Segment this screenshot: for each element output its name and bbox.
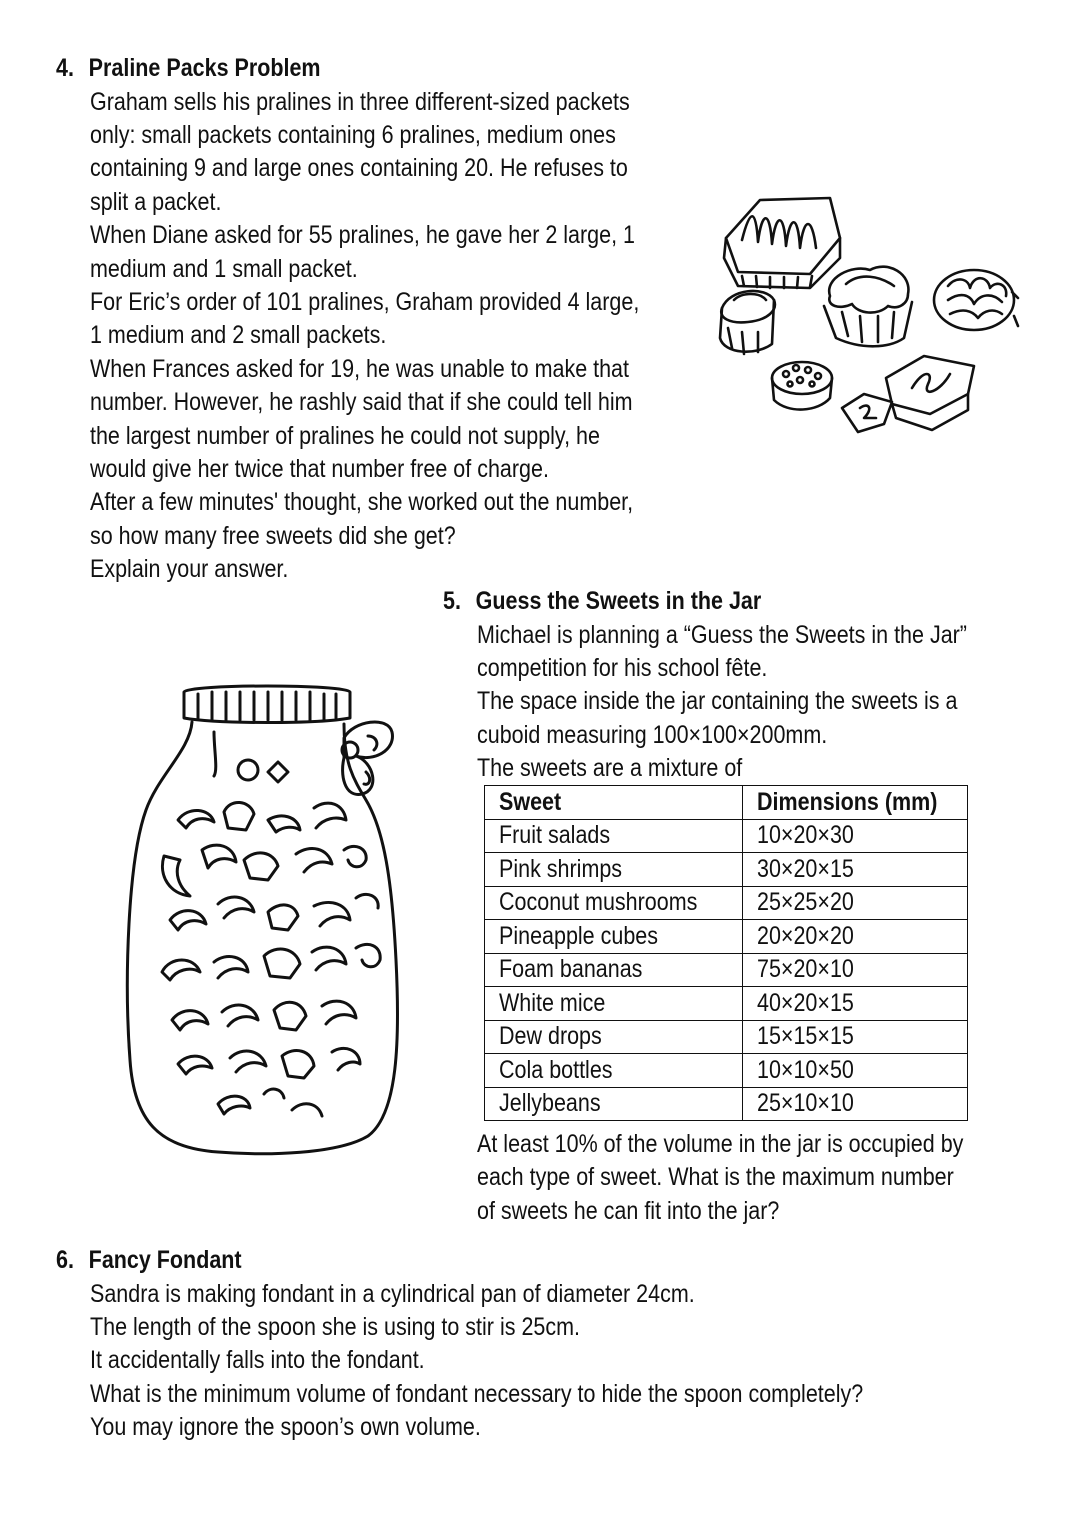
text-line: each type of sweet. What is the maximum number <box>477 1163 954 1192</box>
paragraph <box>90 286 736 353</box>
paragraph <box>90 219 736 286</box>
text-line: At least 10% of the volume in the jar is occupied by <box>477 1130 964 1158</box>
pralines-illustration <box>712 188 1022 438</box>
paragraph <box>90 86 736 220</box>
text-line: The length of the spoon she is using to stir is 25cm. <box>90 1312 580 1341</box>
table-cell <box>485 1020 743 1054</box>
text-line: number. However, he rashly said that if she could tell him <box>90 388 633 417</box>
table-cell <box>743 1054 968 1088</box>
column-header <box>743 786 968 820</box>
sweet-name: White mice <box>499 988 606 1017</box>
table-row <box>485 1087 968 1121</box>
text-line: would give her twice that number free of charge. <box>90 454 549 483</box>
paragraph <box>90 486 736 553</box>
table-row <box>485 953 968 987</box>
paragraph <box>477 752 1063 785</box>
sweet-dimensions: 10×10×50 <box>757 1055 854 1084</box>
table-cell <box>485 920 743 954</box>
text-line: so how many free sweets did she get? <box>90 521 456 550</box>
text-line: It accidentally falls into the fondant. <box>90 1346 425 1375</box>
table-row <box>485 853 968 887</box>
text-line: The sweets are a mixture of <box>477 754 743 783</box>
table-cell <box>743 1087 968 1121</box>
table-header-row <box>485 786 968 820</box>
table-row <box>485 1054 968 1088</box>
problem-title: Guess the Sweets in the Jar <box>475 587 762 615</box>
table-cell <box>743 1020 968 1054</box>
sweet-dimensions: 10×20×30 <box>757 821 854 850</box>
text-line: The space inside the jar containing the sweets is a <box>477 687 958 716</box>
text-line: only: small packets containing 6 pralines, medium ones <box>90 120 616 149</box>
column-header <box>485 786 743 820</box>
table-cell <box>485 1054 743 1088</box>
table-row <box>485 819 968 853</box>
sweet-dimensions: 25×10×10 <box>757 1089 854 1118</box>
problem-title: Fancy Fondant <box>88 1246 242 1274</box>
problem-6 <box>56 1244 1036 1445</box>
table-cell <box>485 987 743 1021</box>
table-cell <box>743 953 968 987</box>
paragraph <box>477 1128 1057 1228</box>
table-cell <box>485 1087 743 1121</box>
text-line: After a few minutes' thought, she worked out the number, <box>90 488 634 517</box>
sweet-dimensions: 40×20×15 <box>757 988 854 1017</box>
problem-5-heading <box>443 585 976 619</box>
table-cell <box>743 920 968 954</box>
text-line: When Frances asked for 19, he was unable to make that <box>90 354 629 383</box>
sweets-table <box>484 785 968 1121</box>
sweet-name: Jellybeans <box>499 1089 601 1118</box>
table-cell <box>743 853 968 887</box>
paragraph <box>477 685 1063 752</box>
sweet-dimensions: 20×20×20 <box>757 921 854 950</box>
text-line: Explain your answer. <box>90 555 289 584</box>
problem-number: 6. <box>56 1246 74 1274</box>
text-line: What is the minimum volume of fondant necessary to hide the spoon completely? <box>90 1379 864 1408</box>
sweet-jar-illustration <box>118 680 418 1160</box>
paragraph <box>90 553 736 586</box>
table-cell <box>485 953 743 987</box>
table-row <box>485 886 968 920</box>
text-line: You may ignore the spoon’s own volume. <box>90 1413 481 1442</box>
sweet-name: Dew drops <box>499 1022 602 1051</box>
text-line: Graham sells his pralines in three different-sized packets <box>90 87 630 116</box>
text-line: competition for his school fête. <box>477 653 768 682</box>
problem-5 <box>443 585 1063 786</box>
sweet-name: Foam bananas <box>499 955 643 984</box>
sweet-dimensions: 25×25×20 <box>757 888 854 917</box>
problem-number: 4. <box>56 54 74 82</box>
problem-title: Praline Packs Problem <box>88 54 321 82</box>
table-cell <box>485 886 743 920</box>
text-line: split a packet. <box>90 187 222 216</box>
problem-5-question <box>477 1128 1057 1228</box>
sweet-name: Fruit salads <box>499 821 611 850</box>
problem-6-body <box>90 1278 1036 1445</box>
text-line: Sandra is making fondant in a cylindrical pan of diameter 24cm. <box>90 1279 695 1308</box>
table-cell <box>485 853 743 887</box>
sweet-name: Pink shrimps <box>499 854 623 883</box>
problem-4-heading <box>56 52 641 86</box>
problem-number: 5. <box>443 587 461 615</box>
sweet-name: Coconut mushrooms <box>499 888 698 917</box>
text-line: of sweets he can fit into the jar? <box>477 1196 780 1225</box>
problem-5-body <box>477 619 1063 786</box>
table-cell <box>743 819 968 853</box>
text-line: cuboid measuring 100×100×200mm. <box>477 720 828 749</box>
header-label: Sweet <box>499 787 562 816</box>
table-cell <box>743 886 968 920</box>
text-line: When Diane asked for 55 pralines, he gave her 2 large, 1 <box>90 221 635 250</box>
table-row <box>485 987 968 1021</box>
text-line: 1 medium and 2 small packets. <box>90 321 387 350</box>
paragraph <box>477 619 1063 686</box>
text-line: medium and 1 small packet. <box>90 254 358 283</box>
header-label: Dimensions (mm) <box>757 787 938 816</box>
table-cell <box>743 987 968 1021</box>
sweet-dimensions: 30×20×15 <box>757 854 854 883</box>
table-row <box>485 1020 968 1054</box>
text-line: Michael is planning a “Guess the Sweets in the Jar” <box>477 620 967 649</box>
table-row <box>485 920 968 954</box>
sweet-name: Pineapple cubes <box>499 921 658 950</box>
sweet-dimensions: 15×15×15 <box>757 1022 854 1051</box>
problem-4 <box>56 52 736 587</box>
sweet-dimensions: 75×20×10 <box>757 955 854 984</box>
sweet-name: Cola bottles <box>499 1055 613 1084</box>
problem-6-heading <box>56 1244 899 1278</box>
problem-4-body <box>90 86 736 587</box>
table-cell <box>485 819 743 853</box>
text-line: the largest number of pralines he could not supply, he <box>90 421 600 450</box>
paragraph <box>90 353 736 487</box>
text-line: containing 9 and large ones containing 20. He refuses to <box>90 154 628 183</box>
text-line: For Eric’s order of 101 pralines, Graham provided 4 large, <box>90 287 640 316</box>
